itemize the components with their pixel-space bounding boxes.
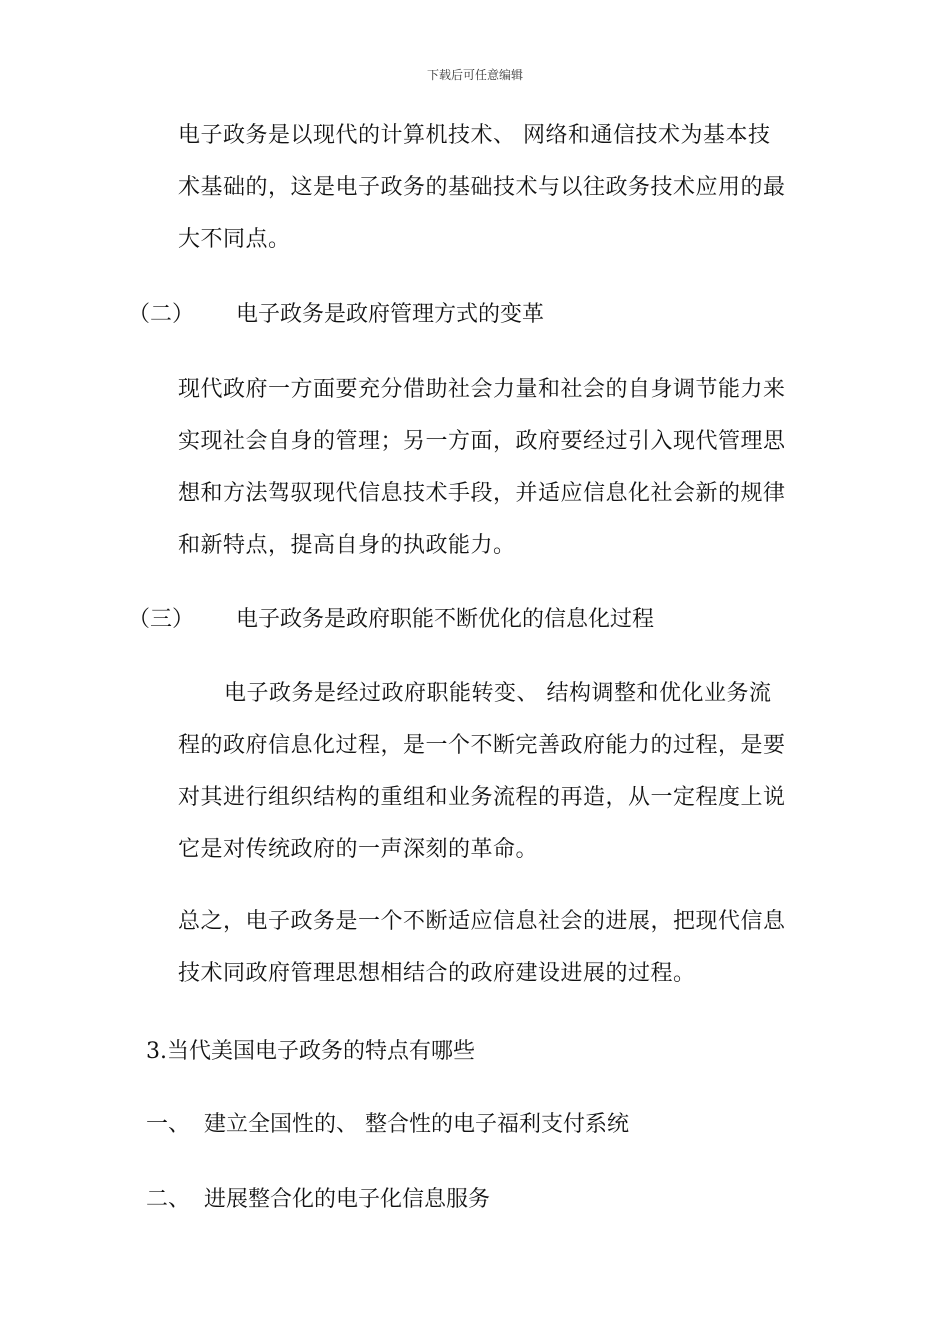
paragraph-line: 对其进行组织结构的重组和业务流程的再造，从一定程度上说 bbox=[178, 785, 786, 810]
list-text: 建立全国性的、 整合性的电子福利支付系统 bbox=[204, 1112, 629, 1137]
list-item-1 bbox=[146, 1110, 629, 1140]
list-text: 进展整合化的电子化信息服务 bbox=[204, 1187, 491, 1212]
page-header: 下载后可任意编辑 bbox=[426, 68, 523, 82]
paragraph-line: 想和方法驾驭现代信息技术手段，并适应信息化社会新的规律 bbox=[178, 481, 786, 506]
list-item-2 bbox=[146, 1185, 490, 1215]
section-heading-2 bbox=[128, 300, 544, 330]
paragraph-line: 电子政务是以现代的计算机技术、 网络和通信技术为基本技 bbox=[178, 123, 771, 148]
paragraph-line: 大不同点。 bbox=[178, 227, 291, 252]
paragraph-4 bbox=[178, 896, 808, 1000]
list-number: 一、 bbox=[146, 1112, 191, 1137]
paragraph-line: 它是对传统政府的一声深刻的革命。 bbox=[178, 837, 539, 862]
paragraph-line: 现代政府一方面要充分借助社会力量和社会的自身调节能力来 bbox=[178, 377, 786, 402]
section-title: 电子政务是政府职能不断优化的信息化过程 bbox=[236, 607, 655, 632]
paragraph-line: 程的政府信息化过程，是一个不断完善政府能力的过程，是要 bbox=[178, 733, 786, 758]
paragraph-line: 总之，电子政务是一个不断适应信息社会的进展，把现代信息 bbox=[178, 909, 786, 934]
paragraph-line: 电子政务是经过政府职能转变、 结构调整和优化业务流 bbox=[224, 681, 772, 706]
paragraph-line: 实现社会自身的管理；另一方面，政府要经过引入现代管理思 bbox=[178, 429, 786, 454]
section-number: （二） bbox=[128, 302, 195, 327]
paragraph-2 bbox=[178, 364, 808, 572]
section-number: （三） bbox=[128, 607, 195, 632]
paragraph-1 bbox=[178, 110, 808, 266]
section-heading-3 bbox=[128, 605, 654, 635]
paragraph-line: 术基础的，这是电子政务的基础技术与以往政务技术应用的最 bbox=[178, 175, 786, 200]
paragraph-3 bbox=[178, 668, 808, 876]
section-title: 电子政务是政府管理方式的变革 bbox=[236, 302, 545, 327]
paragraph-line: 和新特点，提高自身的执政能力。 bbox=[178, 533, 516, 558]
question-heading: 3.当代美国电子政务的特点有哪些 bbox=[146, 1039, 475, 1064]
paragraph-line: 技术同政府管理思想相结合的政府建设进展的过程。 bbox=[178, 961, 696, 986]
list-number: 二、 bbox=[146, 1187, 191, 1212]
